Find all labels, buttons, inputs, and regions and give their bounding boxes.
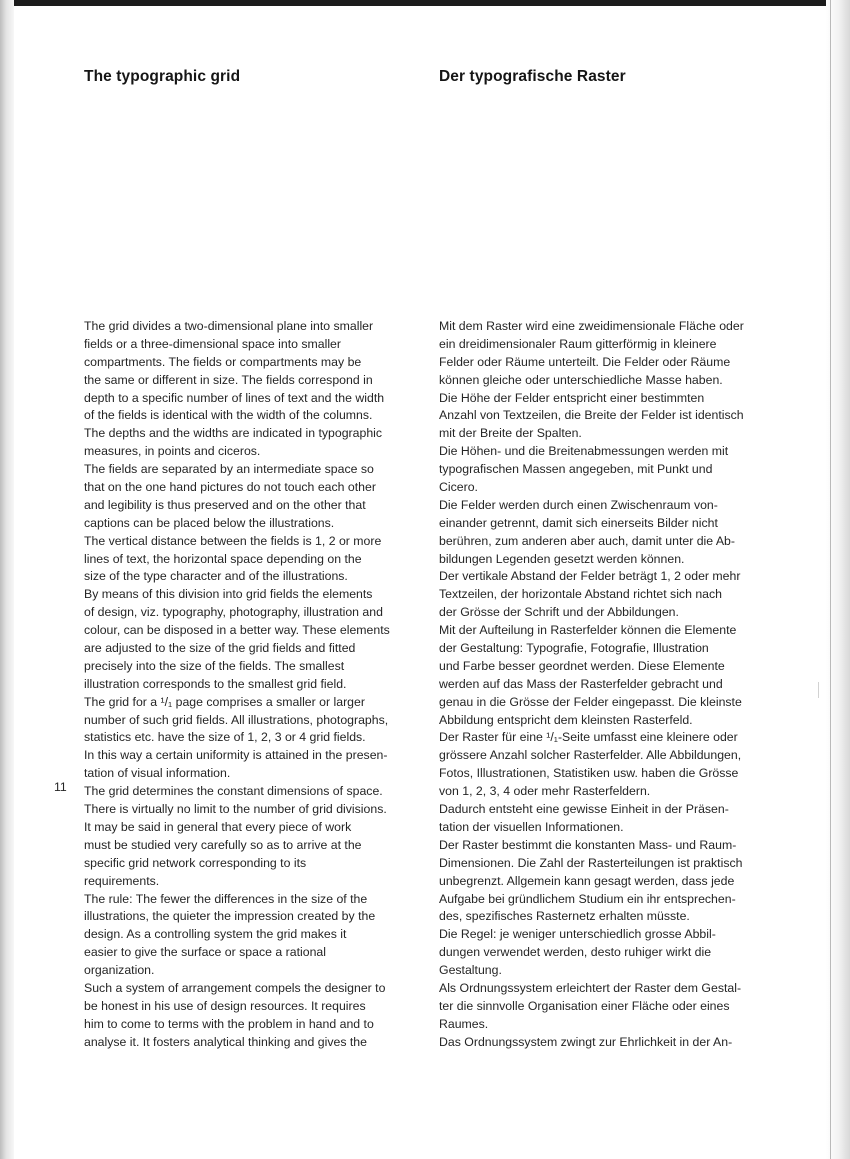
german-text-line: Die Höhen- und die Breitenabmessungen werden mit [439, 444, 729, 459]
heading-german: Der typografische Raster [439, 68, 626, 85]
english-text-line: colour, can be disposed in a better way. These elements [84, 623, 390, 638]
german-text-line: Abbildung entspricht dem kleinsten Rasterfeld. [439, 712, 693, 727]
english-text-line: organization. [84, 963, 155, 978]
german-text-line: Textzeilen, der horizontale Abstand richtet sich nach [439, 587, 722, 602]
english-text-line: By means of this division into grid fields the elements [84, 587, 373, 602]
german-text-line: Mit der Aufteilung in Rasterfelder können die Elemente [439, 623, 737, 638]
german-text-line: Mit dem Raster wird eine zweidimensionale Fläche oder [439, 319, 744, 333]
english-text-line: measures, in points and ciceros. [84, 444, 261, 459]
scan-mark [818, 682, 819, 698]
english-text-line: Such a system of arrangement compels the designer to [84, 980, 386, 995]
english-text-line: fields or a three-dimensional space into smaller [84, 336, 341, 351]
english-text-line: precisely into the size of the fields. The smallest [84, 658, 345, 673]
english-text-line: requirements. [84, 873, 160, 888]
english-text-line: There is virtually no limit to the number of grid divisions. [84, 802, 387, 817]
english-text-line: The vertical distance between the fields is 1, 2 or more [84, 533, 382, 548]
german-text-line: Die Höhe der Felder entspricht einer bestimmten [439, 390, 705, 405]
german-text-line: Anzahl von Textzeilen, die Breite der Felder ist identisch [439, 408, 744, 423]
english-text-line: and legibility is thus preserved and on the other that [84, 497, 366, 512]
english-text-line: of design, viz. typography, photography, illustration and [84, 605, 383, 620]
german-text-line: Als Ordnungssystem erleichtert der Raster dem Gestal- [439, 980, 742, 995]
english-text-line: be honest in his use of design resources. It requires [84, 998, 366, 1013]
german-text-column [439, 318, 784, 1052]
german-text-line: Aufgabe bei gründlichem Studium ein ihr entsprechen- [439, 891, 736, 906]
german-text-line: Der Raster bestimmt die konstanten Mass- und Raum- [439, 837, 737, 852]
english-text-line: captions can be placed below the illustrations. [84, 515, 335, 530]
german-text-line: grössere Anzahl solcher Rasterfelder. Alle Abbildungen, [439, 748, 742, 763]
german-text-line: Der Raster für eine ¹/₁-Seite umfasst eine kleinere oder [439, 730, 738, 745]
german-text-line: Dimensionen. Die Zahl der Rasterteilungen ist praktisch [439, 855, 743, 870]
german-text-line: unbegrenzt. Allgemein kann gesagt werden, dass jede [439, 873, 735, 888]
english-text-line: The depths and the widths are indicated in typographic [84, 426, 383, 441]
english-text-line: The grid determines the constant dimensions of space. [84, 784, 383, 799]
english-text-line: number of such grid fields. All illustrations, photographs, [84, 712, 389, 727]
english-text-line: The fields are separated by an intermediate space so [84, 462, 374, 477]
english-text-line: tation of visual information. [84, 766, 231, 781]
german-text-line: Fotos, Illustrationen, Statistiken usw. haben die Grösse [439, 766, 739, 781]
german-text-line: mit der Breite der Spalten. [439, 426, 582, 441]
english-text-line: The grid divides a two-dimensional plane into smaller [84, 319, 374, 333]
english-text-line: him to come to terms with the problem in hand and to [84, 1016, 374, 1031]
english-text-line: size of the type character and of the illustrations. [84, 569, 348, 584]
german-text-line: Dadurch entsteht eine gewisse Einheit in der Präsen- [439, 802, 729, 817]
german-text-line: Der vertikale Abstand der Felder beträgt 1, 2 oder mehr [439, 569, 741, 584]
german-text-line: werden auf das Mass der Rasterfelder gebracht und [439, 676, 723, 691]
german-text-line: Raumes. [439, 1016, 489, 1031]
english-text-line: The rule: The fewer the differences in the size of the [84, 891, 368, 906]
english-text-line: the same or different in size. The fields correspond in [84, 372, 373, 387]
english-text-line: compartments. The fields or compartments may be [84, 354, 362, 369]
english-text-line: design. As a controlling system the grid makes it [84, 927, 347, 942]
binding-shadow [0, 0, 14, 1159]
english-text-line: illustrations, the quieter the impression created by the [84, 909, 376, 924]
german-text-line: einander getrennt, damit sich einerseits Bilder nicht [439, 515, 718, 530]
english-text-line: analyse it. It fosters analytical thinking and gives the [84, 1034, 367, 1049]
english-text-line: that on the one hand pictures do not touch each other [84, 480, 376, 495]
german-text-line: können gleiche oder unterschiedliche Masse haben. [439, 372, 723, 387]
english-text-line: must be studied very carefully so as to arrive at the [84, 837, 362, 852]
english-text-line: statistics etc. have the size of 1, 2, 3 or 4 grid fields. [84, 730, 366, 745]
english-text-line: specific grid network corresponding to its [84, 855, 307, 870]
german-text-line: Das Ordnungssystem zwingt zur Ehrlichkeit in der An- [439, 1034, 733, 1049]
english-text-line: In this way a certain uniformity is attained in the presen- [84, 748, 388, 763]
german-text-line: und Farbe besser geordnet werden. Diese Elemente [439, 658, 725, 673]
heading-english: The typographic grid [84, 68, 241, 85]
german-text-line: Cicero. [439, 480, 478, 495]
page-number: 11 [54, 780, 67, 794]
page-edge-line [830, 0, 831, 1159]
english-text-line: are adjusted to the size of the grid fields and fitted [84, 641, 356, 656]
english-text-line: easier to give the surface or space a rational [84, 945, 326, 960]
german-text-line: ter die sinnvolle Organisation einer Fläche oder eines [439, 998, 730, 1013]
german-text-line: berühren, zum anderen aber auch, damit unter die Ab- [439, 533, 735, 548]
english-text-line: of the fields is identical with the width of the columns. [84, 408, 373, 423]
english-text-line: lines of text, the horizontal space depending on the [84, 551, 362, 566]
german-text-line: dungen verwendet werden, desto ruhiger wirkt die [439, 945, 712, 960]
german-text-line: der Grösse der Schrift und der Abbildungen. [439, 605, 679, 620]
german-text-line: bildungen Legenden gesetzt werden können. [439, 551, 685, 566]
english-text-line: depth to a specific number of lines of text and the width [84, 390, 385, 405]
german-text-line: genau in die Grösse der Felder eingepasst. Die kleinste [439, 694, 742, 709]
german-text-line: Die Felder werden durch einen Zwischenraum von- [439, 497, 718, 512]
german-text-line: Gestaltung. [439, 963, 502, 978]
english-text-line: illustration corresponds to the smallest grid field. [84, 676, 347, 691]
german-text-line: von 1, 2, 3, 4 oder mehr Rasterfeldern. [439, 784, 651, 799]
german-text-line: ein dreidimensionaler Raum gitterförmig in kleinere [439, 336, 717, 351]
german-text-line: der Gestaltung: Typografie, Fotografie, Illustration [439, 641, 709, 656]
german-text-line: typografischen Massen angegeben, mit Punkt und [439, 462, 713, 477]
english-text-column [84, 318, 429, 1052]
english-text-line: It may be said in general that every piece of work [84, 819, 352, 834]
german-text-line: tation der visuellen Informationen. [439, 819, 624, 834]
german-text-line: Die Regel: je weniger unterschiedlich grosse Abbil- [439, 927, 716, 942]
page-top-edge [0, 0, 850, 6]
german-text-line: des, spezifisches Rasternetz erhalten müsste. [439, 909, 690, 924]
english-text-line: The grid for a ¹/₁ page comprises a smaller or larger [84, 694, 365, 709]
german-text-line: Felder oder Räume unterteilt. Die Felder oder Räume [439, 354, 731, 369]
